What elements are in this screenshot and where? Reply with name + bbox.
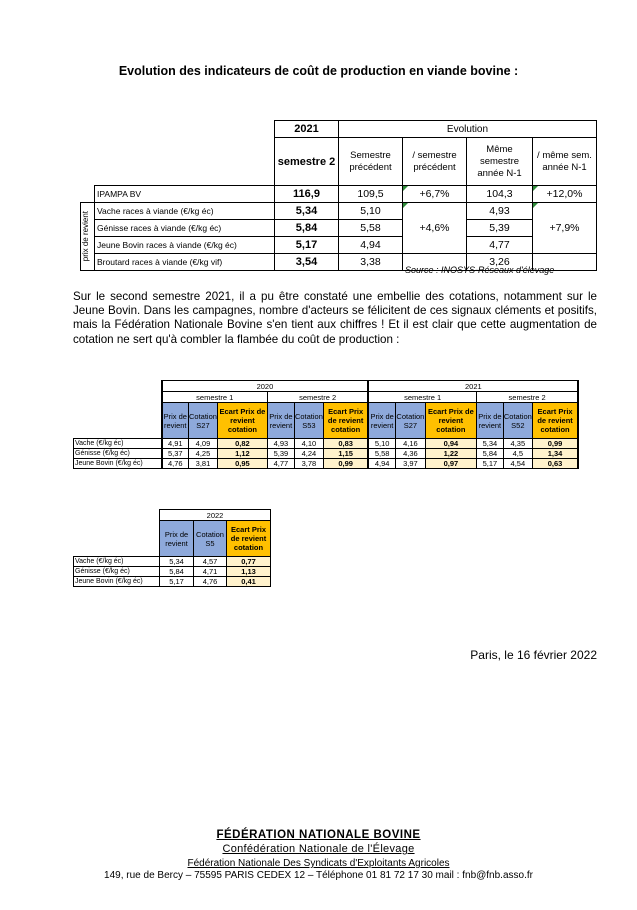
prix-header: Prix de revient [368,403,395,439]
genisse-row [81,220,597,237]
value-cell: 4,77 [467,237,533,254]
table-row: Jeune Bovin (€/kg éc) 4,76 3,81 0,95 4,77 3,78 0,99 4,94 3,97 0,97 5,17 4,54 0,63 [74,459,579,469]
ecart-header: Ecart Prix de revient cotation [532,403,578,439]
footer-fed: Fédération Nationale Des Syndicats d'Exploitants Agricoles [187,858,450,869]
cotation-2022-table [73,509,271,587]
date-line: Paris, le 16 février 2022 [470,648,597,662]
col-same-header: Même semestre année N-1 [467,138,533,186]
year-2020-header: 2020 [162,381,369,392]
value-cell: 5,39 [467,220,533,237]
evolution-header: Evolution [339,121,597,138]
vache-row [81,203,597,220]
jeune-bovin-row [81,237,597,254]
col-prev-header: Semestre précédent [339,138,403,186]
sem2-header: semestre 2 [267,392,368,403]
group-var-prev: +4,6% [403,203,467,254]
value-cell: 5,34 [275,203,339,220]
row-label: Broutard races à viande (€/kg vif) [95,254,275,271]
year-2022-header: 2022 [160,510,271,521]
body-paragraph: Sur le second semestre 2021, il a pu être constaté une embellie des cotations, notamment sur le Jeune Bovin. Dans les campagnes, nombre d'acteurs se félicitent de ces signaux cléments et positifs, mais la Fédération Nationale Bovine s'en tient aux chiffres ! Et il est clair que cette augmentation de cotation ne sert qu'à combler la flambée du coût de production : [73,290,597,346]
cotation-header: Cotation S27 [189,403,218,439]
cotation-header: Cotation S53 [294,403,323,439]
value-cell: 4,93 [467,203,533,220]
value-cell: 104,3 [467,186,533,203]
ecart-header: Ecart Prix de revient cotation [217,403,267,439]
value-cell: 5,10 [339,203,403,220]
footer-org: FÉDÉRATION NATIONALE BOVINE [216,829,421,841]
value-cell: 5,84 [275,220,339,237]
prix-header: Prix de revient [160,521,194,557]
ipampa-row [81,186,597,203]
value-cell: 5,58 [339,220,403,237]
col-var-same-header: / même sem. année N-1 [533,138,597,186]
value-cell: 116,9 [275,186,339,203]
value-cell: +12,0% [533,186,597,203]
indicators-table [80,120,597,271]
table-row: Génisse (€/kg éc) 5,37 4,25 1,12 5,39 4,24 1,15 5,58 4,36 1,22 5,84 4,5 1,34 [74,449,579,459]
sem1-header: semestre 1 [162,392,268,403]
prix-header: Prix de revient [476,403,503,439]
table-row: Jeune Bovin (€/kg éc) 5,17 4,76 0,41 [74,577,271,587]
value-cell: +6,7% [403,186,467,203]
table-row: Génisse (€/kg éc) 5,84 4,71 1,13 [74,567,271,577]
cotation-header: Cotation S52 [503,403,532,439]
row-label: IPAMPA BV [95,186,275,203]
value-cell: 3,26 [467,254,533,271]
cotation-header: Cotation S27 [395,403,425,439]
ecart-header: Ecart Prix de revient cotation [425,403,476,439]
year-2021-header: 2021 [368,381,578,392]
row-label: Vache races à viande (€/kg éc) [95,203,275,220]
sem2-header: semestre 2 [476,392,578,403]
ecart-header: Ecart Prix de revient cotation [323,403,368,439]
table-row: Vache (€/kg éc) 5,34 4,57 0,77 [74,557,271,567]
row-label: Génisse races à viande (€/kg éc) [95,220,275,237]
sem1-header: semestre 1 [368,392,476,403]
value-cell: 3,54 [275,254,339,271]
col-s2-header: semestre 2 [275,138,339,186]
source-note: Source : INOSYS-Réseaux d'élevage [405,265,555,275]
cotation-header: Cotation S5 [194,521,227,557]
footer-conf: Confédération Nationale de l'Élevage [222,843,415,855]
value-cell: 109,5 [339,186,403,203]
footer-address: 149, rue de Bercy – 75595 PARIS CEDEX 12 – Téléphone 01 81 72 17 30 mail : fnb@fnb.asso.fr [104,870,533,881]
footer [0,829,637,881]
year-header: 2021 [275,121,339,138]
col-var-prev-header: / semestre précédent [403,138,467,186]
value-cell: 3,38 [339,254,403,271]
prix-header: Prix de revient [162,403,189,439]
page-title: Evolution des indicateurs de coût de production en viande bovine : [118,64,519,78]
value-cell: 5,17 [275,237,339,254]
side-label: prix de revient [81,211,90,262]
table-row: Vache (€/kg éc) 4,91 4,09 0,82 4,93 4,10 0,83 5,10 4,16 0,94 5,34 4,35 0,99 [74,439,579,449]
value-cell: 4,94 [339,237,403,254]
prix-header: Prix de revient [267,403,294,439]
ecart-header: Ecart Prix de revient cotation [227,521,271,557]
cotation-table [73,380,579,469]
group-var-same: +7,9% [533,203,597,254]
row-label: Jeune Bovin races à viande (€/kg éc) [95,237,275,254]
